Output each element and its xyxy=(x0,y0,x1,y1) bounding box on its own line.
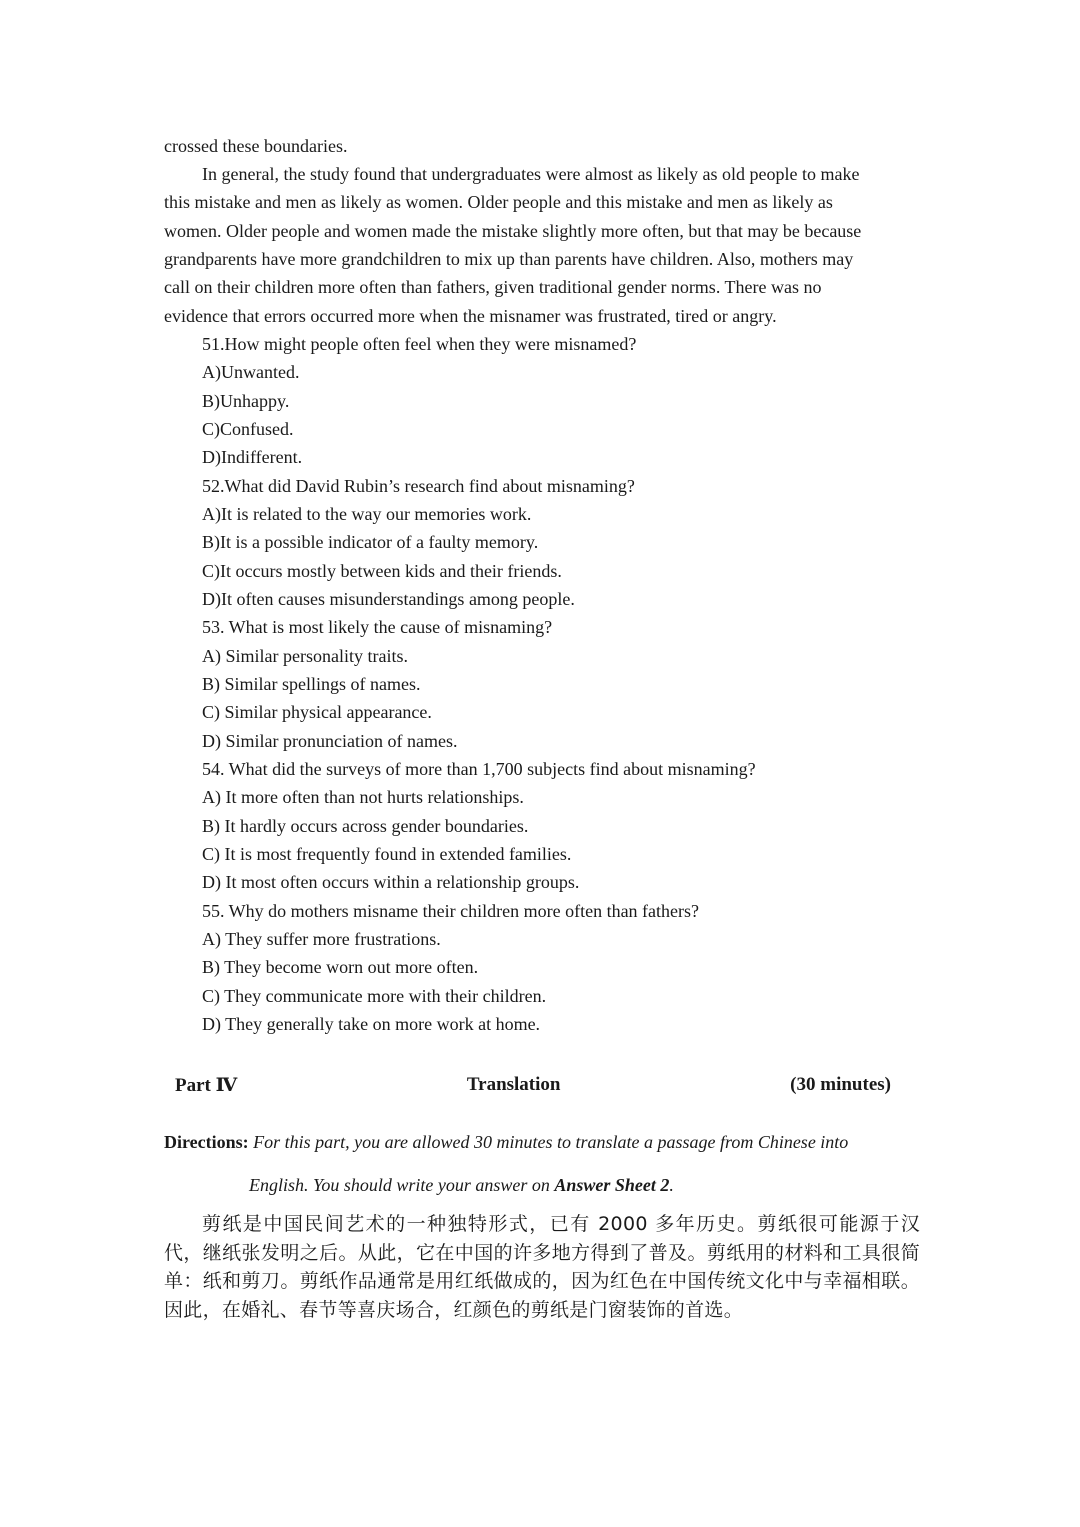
option: D) They generally take on more work at home. xyxy=(202,1014,541,1034)
option: A)Unwanted. xyxy=(202,362,300,382)
question-52: 52.What did David Rubin’s research find about misnaming? xyxy=(202,476,635,496)
passage-line: evidence that errors occurred more when the misnamer was frustrated, tired or angry. xyxy=(164,306,777,326)
question-54: 54. What did the surveys of more than 1,700 subjects find about misnaming? xyxy=(202,759,756,779)
option: C) It is most frequently found in extended families. xyxy=(202,844,572,864)
option: A)It is related to the way our memories work. xyxy=(202,504,532,524)
part-time: (30 minutes) xyxy=(790,1074,891,1095)
option: B) It hardly occurs across gender boundaries. xyxy=(202,816,529,836)
part-label: Part Ⅳ xyxy=(175,1074,238,1096)
passage-line: call on their children more often than fathers, given traditional gender norms. There was no xyxy=(164,277,822,297)
directions-continued xyxy=(249,1173,674,1197)
part-title: Translation xyxy=(466,1074,561,1095)
option: B)It is a possible indicator of a faulty memory. xyxy=(202,532,539,552)
passage-line: In general, the study found that undergraduates were almost as likely as old people to make xyxy=(202,164,860,184)
option: D)Indifferent. xyxy=(202,447,303,467)
option: A) They suffer more frustrations. xyxy=(202,929,441,949)
directions-text-prefix: English. You should write your answer on xyxy=(249,1175,555,1195)
option: D)It often causes misunderstandings among people. xyxy=(202,589,575,609)
passage-line: this mistake and men as likely as women. Older people and this mistake and men as likely as xyxy=(164,192,833,212)
option: C) Similar physical appearance. xyxy=(202,702,432,722)
question-51: 51.How might people often feel when they were misnamed? xyxy=(202,334,637,354)
directions-text-suffix: . xyxy=(669,1175,674,1195)
option: C) They communicate more with their children. xyxy=(202,986,547,1006)
option: C)Confused. xyxy=(202,419,294,439)
translation-passage: 剪纸是中国民间艺术的一种独特形式，已有 2000 多年历史。剪纸很可能源于汉代，继纸张发明之后。从此，它在中国的许多地方得到了普及。剪纸用的材料和工具很简单：纸和剪刀。剪纸作品通常是用红纸做成的，因为红色在中国传统文化中与幸福相联。因此，在婚礼、春节等喜庆场合，红颜色的剪纸是门窗装饰的首选。 xyxy=(164,1213,920,1321)
question-53: 53. What is most likely the cause of misnaming? xyxy=(202,617,553,637)
passage-line: women. Older people and women made the mistake slightly more often, but that may be because xyxy=(164,221,862,241)
part-heading xyxy=(175,1071,891,1099)
option: C)It occurs mostly between kids and their friends. xyxy=(202,561,562,581)
answer-sheet-ref: Answer Sheet 2 xyxy=(554,1175,670,1195)
option: B)Unhappy. xyxy=(202,391,290,411)
option: A) It more often than not hurts relationships. xyxy=(202,787,524,807)
option: B) Similar spellings of names. xyxy=(202,674,421,694)
directions-label: Directions: xyxy=(164,1132,249,1152)
passage-line: crossed these boundaries. xyxy=(164,136,348,156)
directions-text: For this part, you are allowed 30 minutes to translate a passage from Chinese into xyxy=(253,1132,849,1152)
question-55: 55. Why do mothers misname their children more often than fathers? xyxy=(202,901,700,921)
passage-line: grandparents have more grandchildren to mix up than parents have children. Also, mothers may xyxy=(164,249,854,269)
option: D) Similar pronunciation of names. xyxy=(202,731,458,751)
option: A) Similar personality traits. xyxy=(202,646,408,666)
directions xyxy=(164,1130,848,1154)
option: D) It most often occurs within a relationship groups. xyxy=(202,872,580,892)
option: B) They become worn out more often. xyxy=(202,957,479,977)
